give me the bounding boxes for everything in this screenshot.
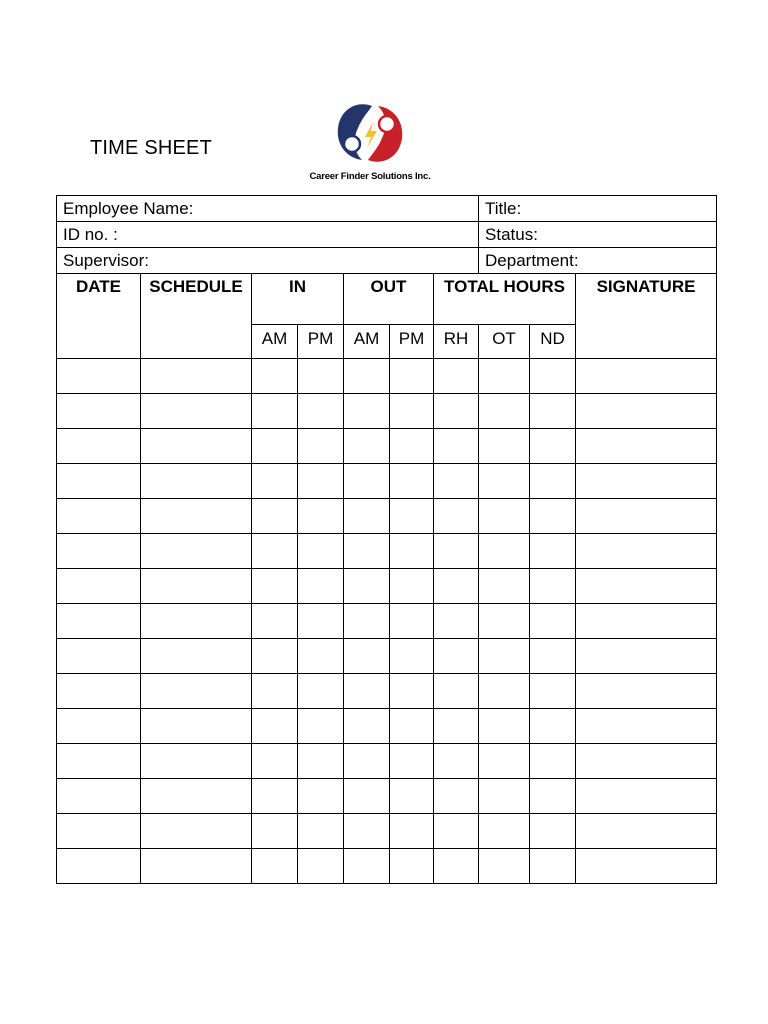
date-cell[interactable] (57, 604, 141, 639)
in-pm-cell[interactable] (298, 429, 344, 464)
ot-cell[interactable] (479, 464, 530, 499)
rh-cell[interactable] (434, 849, 479, 884)
date-cell[interactable] (57, 394, 141, 429)
ot-cell[interactable] (479, 499, 530, 534)
table-row (57, 604, 717, 639)
table-row (57, 744, 717, 779)
nd-cell[interactable] (530, 744, 576, 779)
schedule-cell[interactable] (141, 569, 252, 604)
in-am-cell[interactable] (252, 674, 298, 709)
signature-cell[interactable] (576, 779, 717, 814)
out-am-cell[interactable] (344, 744, 390, 779)
ot-cell[interactable] (479, 709, 530, 744)
out-am-cell[interactable] (344, 569, 390, 604)
out-pm-cell[interactable] (390, 604, 434, 639)
timesheet-table (56, 195, 717, 884)
signature-cell[interactable] (576, 429, 717, 464)
signature-cell[interactable] (576, 814, 717, 849)
table-row (57, 499, 717, 534)
schedule-cell[interactable] (141, 394, 252, 429)
out-am-cell[interactable] (344, 779, 390, 814)
table-row (57, 534, 717, 569)
employee-name-field[interactable]: Employee Name: (57, 196, 479, 222)
in-am-cell[interactable] (252, 394, 298, 429)
in-am-cell[interactable] (252, 709, 298, 744)
in-am-cell[interactable] (252, 499, 298, 534)
date-cell[interactable] (57, 674, 141, 709)
in-pm-cell[interactable] (298, 639, 344, 674)
in-pm-cell[interactable] (298, 499, 344, 534)
table-row (57, 359, 717, 394)
schedule-column-header: SCHEDULE (141, 274, 252, 359)
rh-cell[interactable] (434, 779, 479, 814)
rh-cell[interactable] (434, 674, 479, 709)
ot-cell[interactable] (479, 534, 530, 569)
rh-cell[interactable] (434, 394, 479, 429)
rh-cell[interactable] (434, 604, 479, 639)
nd-cell[interactable] (530, 499, 576, 534)
ot-cell[interactable] (479, 569, 530, 604)
schedule-cell[interactable] (141, 499, 252, 534)
date-cell[interactable] (57, 464, 141, 499)
out-am-cell[interactable] (344, 849, 390, 884)
company-name: Career Finder Solutions Inc. (309, 171, 431, 182)
in-pm-cell[interactable] (298, 359, 344, 394)
table-row (57, 674, 717, 709)
career-finder-logo-icon (332, 100, 408, 166)
signature-cell[interactable] (576, 569, 717, 604)
ot-cell[interactable] (479, 849, 530, 884)
schedule-cell[interactable] (141, 814, 252, 849)
schedule-cell[interactable] (141, 534, 252, 569)
nd-cell[interactable] (530, 429, 576, 464)
date-cell[interactable] (57, 499, 141, 534)
table-row (57, 709, 717, 744)
out-pm-cell[interactable] (390, 744, 434, 779)
schedule-cell[interactable] (141, 604, 252, 639)
out-am-header: AM (344, 325, 390, 359)
in-am-cell[interactable] (252, 849, 298, 884)
ot-cell[interactable] (479, 779, 530, 814)
schedule-cell[interactable] (141, 779, 252, 814)
out-pm-cell[interactable] (390, 464, 434, 499)
in-am-cell[interactable] (252, 464, 298, 499)
out-am-cell[interactable] (344, 534, 390, 569)
nd-cell[interactable] (530, 639, 576, 674)
ot-cell[interactable] (479, 429, 530, 464)
table-row (57, 849, 717, 884)
ot-header: OT (479, 325, 530, 359)
date-cell[interactable] (57, 429, 141, 464)
date-cell[interactable] (57, 779, 141, 814)
in-pm-cell[interactable] (298, 534, 344, 569)
in-pm-cell[interactable] (298, 779, 344, 814)
signature-cell[interactable] (576, 639, 717, 674)
signature-cell[interactable] (576, 849, 717, 884)
out-pm-header: PM (390, 325, 434, 359)
table-row (57, 569, 717, 604)
schedule-cell[interactable] (141, 464, 252, 499)
page-title: TIME SHEET (90, 137, 213, 159)
out-am-cell[interactable] (344, 394, 390, 429)
out-am-cell[interactable] (344, 639, 390, 674)
date-cell[interactable] (57, 709, 141, 744)
nd-cell[interactable] (530, 604, 576, 639)
out-pm-cell[interactable] (390, 499, 434, 534)
rh-cell[interactable] (434, 709, 479, 744)
rh-cell[interactable] (434, 464, 479, 499)
in-am-cell[interactable] (252, 779, 298, 814)
in-pm-cell[interactable] (298, 709, 344, 744)
schedule-cell[interactable] (141, 849, 252, 884)
nd-cell[interactable] (530, 464, 576, 499)
table-row (57, 814, 717, 849)
out-am-cell[interactable] (344, 604, 390, 639)
rh-cell[interactable] (434, 359, 479, 394)
signature-column-header: SIGNATURE (576, 274, 717, 359)
in-pm-cell[interactable] (298, 569, 344, 604)
date-column-header: DATE (57, 274, 141, 359)
out-pm-cell[interactable] (390, 359, 434, 394)
nd-cell[interactable] (530, 569, 576, 604)
in-column-header: IN (252, 274, 344, 325)
in-pm-cell[interactable] (298, 394, 344, 429)
in-pm-cell[interactable] (298, 464, 344, 499)
in-am-cell[interactable] (252, 569, 298, 604)
title-field[interactable]: Title: (479, 196, 717, 222)
out-pm-cell[interactable] (390, 709, 434, 744)
total-hours-column-header: TOTAL HOURS (434, 274, 576, 325)
out-am-cell[interactable] (344, 814, 390, 849)
schedule-cell[interactable] (141, 744, 252, 779)
out-am-cell[interactable] (344, 359, 390, 394)
supervisor-field[interactable]: Supervisor: (57, 248, 479, 274)
out-pm-cell[interactable] (390, 429, 434, 464)
signature-cell[interactable] (576, 359, 717, 394)
ot-cell[interactable] (479, 394, 530, 429)
nd-cell[interactable] (530, 709, 576, 744)
out-pm-cell[interactable] (390, 779, 434, 814)
date-cell[interactable] (57, 359, 141, 394)
schedule-cell[interactable] (141, 639, 252, 674)
ot-cell[interactable] (479, 604, 530, 639)
out-am-cell[interactable] (344, 429, 390, 464)
in-am-cell[interactable] (252, 429, 298, 464)
in-pm-cell[interactable] (298, 814, 344, 849)
date-cell[interactable] (57, 534, 141, 569)
out-pm-cell[interactable] (390, 569, 434, 604)
rh-cell[interactable] (434, 534, 479, 569)
out-am-cell[interactable] (344, 709, 390, 744)
ot-cell[interactable] (479, 674, 530, 709)
department-field[interactable]: Department: (479, 248, 717, 274)
nd-cell[interactable] (530, 534, 576, 569)
in-am-cell[interactable] (252, 639, 298, 674)
signature-cell[interactable] (576, 499, 717, 534)
out-pm-cell[interactable] (390, 639, 434, 674)
rh-header: RH (434, 325, 479, 359)
signature-cell[interactable] (576, 464, 717, 499)
date-cell[interactable] (57, 849, 141, 884)
out-pm-cell[interactable] (390, 674, 434, 709)
rh-cell[interactable] (434, 744, 479, 779)
signature-cell[interactable] (576, 604, 717, 639)
nd-cell[interactable] (530, 674, 576, 709)
rh-cell[interactable] (434, 569, 479, 604)
nd-cell[interactable] (530, 359, 576, 394)
out-pm-cell[interactable] (390, 849, 434, 884)
out-am-cell[interactable] (344, 464, 390, 499)
nd-cell[interactable] (530, 394, 576, 429)
rh-cell[interactable] (434, 639, 479, 674)
out-am-cell[interactable] (344, 674, 390, 709)
signature-cell[interactable] (576, 394, 717, 429)
in-am-cell[interactable] (252, 814, 298, 849)
in-pm-header: PM (298, 325, 344, 359)
in-pm-cell[interactable] (298, 604, 344, 639)
in-am-cell[interactable] (252, 534, 298, 569)
nd-cell[interactable] (530, 779, 576, 814)
rh-cell[interactable] (434, 814, 479, 849)
in-am-cell[interactable] (252, 359, 298, 394)
signature-cell[interactable] (576, 709, 717, 744)
schedule-cell[interactable] (141, 429, 252, 464)
signature-cell[interactable] (576, 534, 717, 569)
signature-cell[interactable] (576, 744, 717, 779)
ot-cell[interactable] (479, 814, 530, 849)
rh-cell[interactable] (434, 499, 479, 534)
date-cell[interactable] (57, 744, 141, 779)
out-pm-cell[interactable] (390, 814, 434, 849)
nd-cell[interactable] (530, 849, 576, 884)
out-pm-cell[interactable] (390, 534, 434, 569)
table-row (57, 394, 717, 429)
rh-cell[interactable] (434, 429, 479, 464)
table-row (57, 779, 717, 814)
schedule-cell[interactable] (141, 709, 252, 744)
company-logo (300, 100, 440, 186)
ot-cell[interactable] (479, 744, 530, 779)
out-am-cell[interactable] (344, 499, 390, 534)
out-pm-cell[interactable] (390, 394, 434, 429)
id-number-field[interactable]: ID no. : (57, 222, 479, 248)
date-cell[interactable] (57, 639, 141, 674)
ot-cell[interactable] (479, 359, 530, 394)
schedule-cell[interactable] (141, 674, 252, 709)
date-cell[interactable] (57, 814, 141, 849)
nd-cell[interactable] (530, 814, 576, 849)
in-am-cell[interactable] (252, 604, 298, 639)
schedule-cell[interactable] (141, 359, 252, 394)
nd-header: ND (530, 325, 576, 359)
in-pm-cell[interactable] (298, 849, 344, 884)
table-row (57, 464, 717, 499)
status-field[interactable]: Status: (479, 222, 717, 248)
in-pm-cell[interactable] (298, 674, 344, 709)
out-column-header: OUT (344, 274, 434, 325)
date-cell[interactable] (57, 569, 141, 604)
in-pm-cell[interactable] (298, 744, 344, 779)
table-row (57, 429, 717, 464)
table-row (57, 639, 717, 674)
in-am-header: AM (252, 325, 298, 359)
signature-cell[interactable] (576, 674, 717, 709)
ot-cell[interactable] (479, 639, 530, 674)
in-am-cell[interactable] (252, 744, 298, 779)
